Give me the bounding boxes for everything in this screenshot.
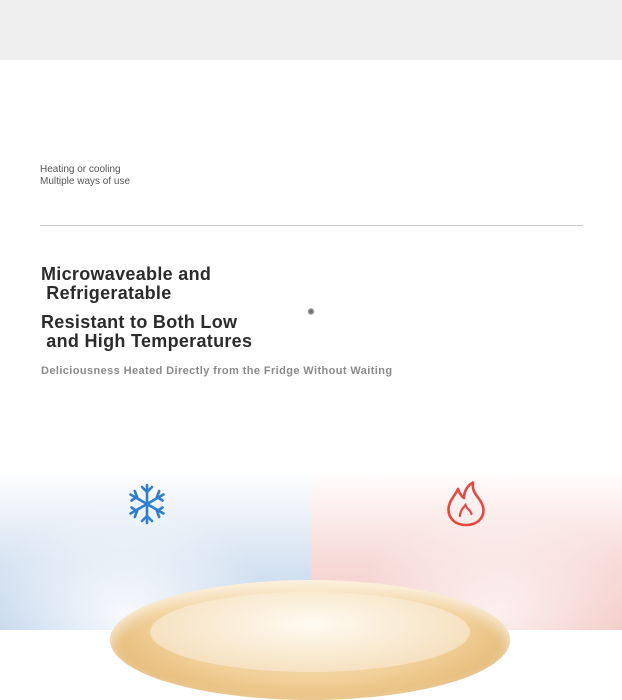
intro-line-heating: Heating or cooling [40, 164, 121, 175]
intro-caption [40, 164, 130, 188]
top-banner-band [0, 0, 622, 60]
bowl-inner-image [150, 592, 470, 672]
tagline-text: Deliciousness Heated Directly from the Fridge Without Waiting [41, 365, 393, 377]
headline-temperature-resistant: Resistant to Both Low and High Temperatures [41, 312, 253, 351]
intro-line-use: Multiple ways of use [40, 176, 131, 187]
snowflake-icon [127, 483, 167, 525]
decorative-speck [307, 308, 315, 315]
headline-microwaveable: Microwaveable and Refrigeratable [41, 264, 212, 303]
flame-icon [446, 481, 486, 527]
divider-line [40, 225, 583, 226]
